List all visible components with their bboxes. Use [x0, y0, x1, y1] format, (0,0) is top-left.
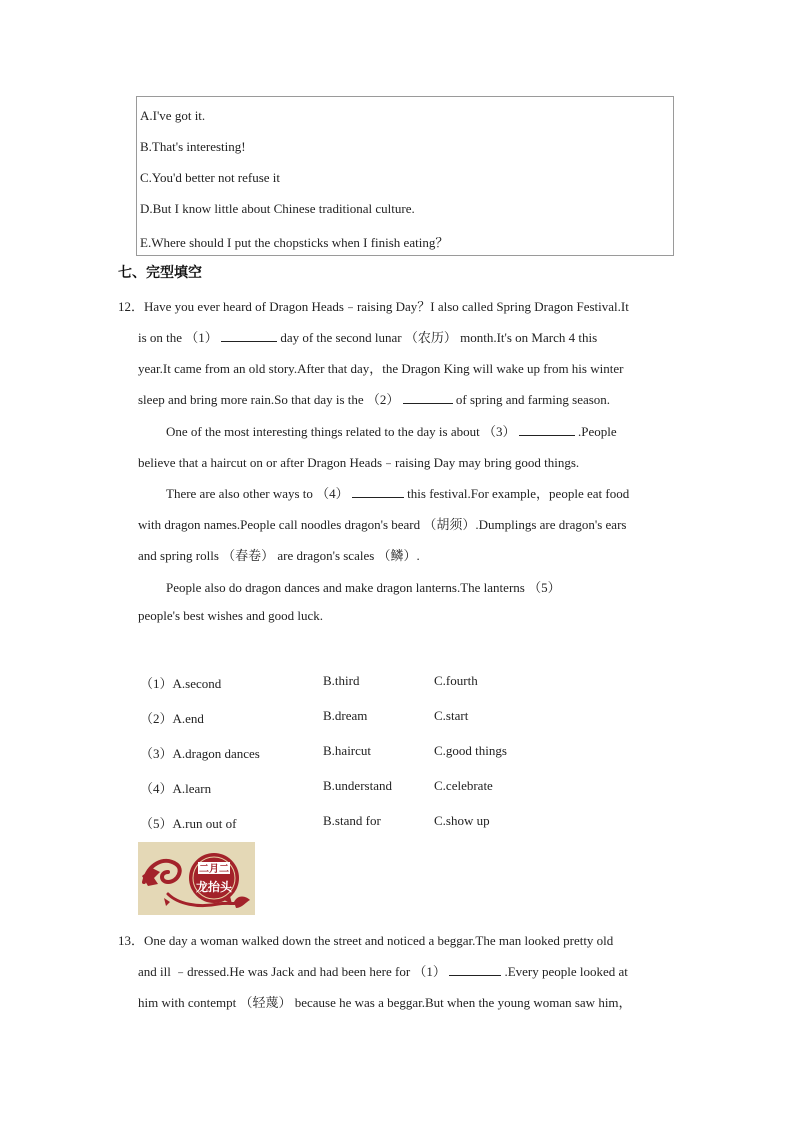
q13-line-3: him with contempt （轻蔑） because he was a beggar.But when the young woman saw him，	[138, 995, 632, 1010]
choice-2-b[interactable]: B.dream	[323, 708, 368, 723]
q12-line-2a: is on the （1）	[138, 330, 218, 345]
choice-5-c[interactable]: C.show up	[434, 813, 490, 828]
blank-4[interactable]	[352, 485, 404, 498]
q12-line-9: and spring rolls （春卷） are dragon's scales （鳞）.	[138, 548, 420, 563]
q12-line-8: with dragon names.People call noodles dragon's beard （胡须）.Dumplings are dragon's ears	[138, 517, 627, 532]
q12-line-2	[138, 327, 597, 346]
q13-blank-1[interactable]	[449, 963, 501, 976]
q13-line-1: 13．One day a woman walked down the street and noticed a beggar.The man looked pretty old	[118, 933, 614, 948]
q12-line-10: People also do dragon dances and make dragon lanterns.The lanterns （5）	[166, 580, 561, 595]
section-title: 七、完型填空	[118, 265, 202, 281]
q13-line-2	[138, 961, 628, 980]
q13-line-2a: and ill ﹣dressed.He was Jack and had been here for （1）	[138, 964, 446, 979]
choice-1-b[interactable]: B.third	[323, 673, 360, 688]
q13-line-2b: .Every people looked at	[504, 964, 628, 979]
choice-5-b[interactable]: B.stand for	[323, 813, 381, 828]
choice-2-c[interactable]: C.start	[434, 708, 469, 723]
option-b: B.That's interesting!	[140, 139, 246, 154]
q12-line-7b: this festival.For example，people eat food	[407, 486, 630, 501]
option-d: D.But I know little about Chinese traditional culture.	[140, 201, 415, 216]
q12-line-4b: of spring and farming season.	[455, 392, 611, 407]
choice-2-a[interactable]: （2）A.end	[140, 711, 204, 726]
q12-line-4	[138, 389, 610, 408]
choice-3-a[interactable]: （3）A.dragon dances	[140, 746, 260, 761]
q12-line-11: people's best wishes and good luck.	[138, 608, 324, 623]
q12-line-4a: sleep and bring more rain.So that day is the （2）	[138, 392, 400, 407]
q12-line-6: believe that a haircut on or after Dragon Heads﹣raising Day may bring good things.	[138, 455, 580, 470]
blank-3[interactable]	[519, 423, 575, 436]
choice-3-b[interactable]: B.haircut	[323, 743, 372, 758]
q12-line-5a: One of the most interesting things related to the day is about （3）	[166, 424, 516, 439]
choice-4-b[interactable]: B.understand	[323, 778, 392, 793]
option-c: C.You'd better not refuse it	[140, 170, 281, 185]
q12-line-5b: .People	[578, 424, 617, 439]
blank-1[interactable]	[221, 329, 277, 342]
choice-3-c[interactable]: C.good things	[434, 743, 507, 758]
choice-1-a[interactable]: （1）A.second	[140, 676, 222, 691]
q12-line-7a: There are also other ways to （4）	[166, 486, 349, 501]
choice-4-a[interactable]: （4）A.learn	[140, 781, 212, 796]
blank-2[interactable]	[403, 391, 453, 404]
image-text-top: 二月二	[199, 864, 229, 875]
image-text-bottom: 龙抬头	[195, 880, 233, 894]
choice-5-a[interactable]: （5）A.run out of	[140, 816, 237, 831]
q12-line-5	[166, 421, 617, 440]
dragon-festival-image	[138, 842, 255, 915]
options-box	[136, 96, 674, 256]
medallion-ring	[189, 853, 239, 903]
q12-line-2b: day of the second lunar （农历） month.It's on March 4 this	[280, 330, 598, 345]
option-a: A.I've got it.	[140, 108, 206, 123]
choice-4-c[interactable]: C.celebrate	[434, 778, 493, 793]
option-e: E.Where should I put the chopsticks when I finish eating？	[140, 235, 449, 250]
q12-line-7	[166, 483, 629, 502]
q12-line-3: year.It came from an old story.After that day，the Dragon King will wake up from his winter	[138, 361, 624, 376]
choice-1-c[interactable]: C.fourth	[434, 673, 478, 688]
q12-line-1: 12．Have you ever heard of Dragon Heads﹣raising Day？I also called Spring Dragon Festival.It	[118, 299, 629, 314]
